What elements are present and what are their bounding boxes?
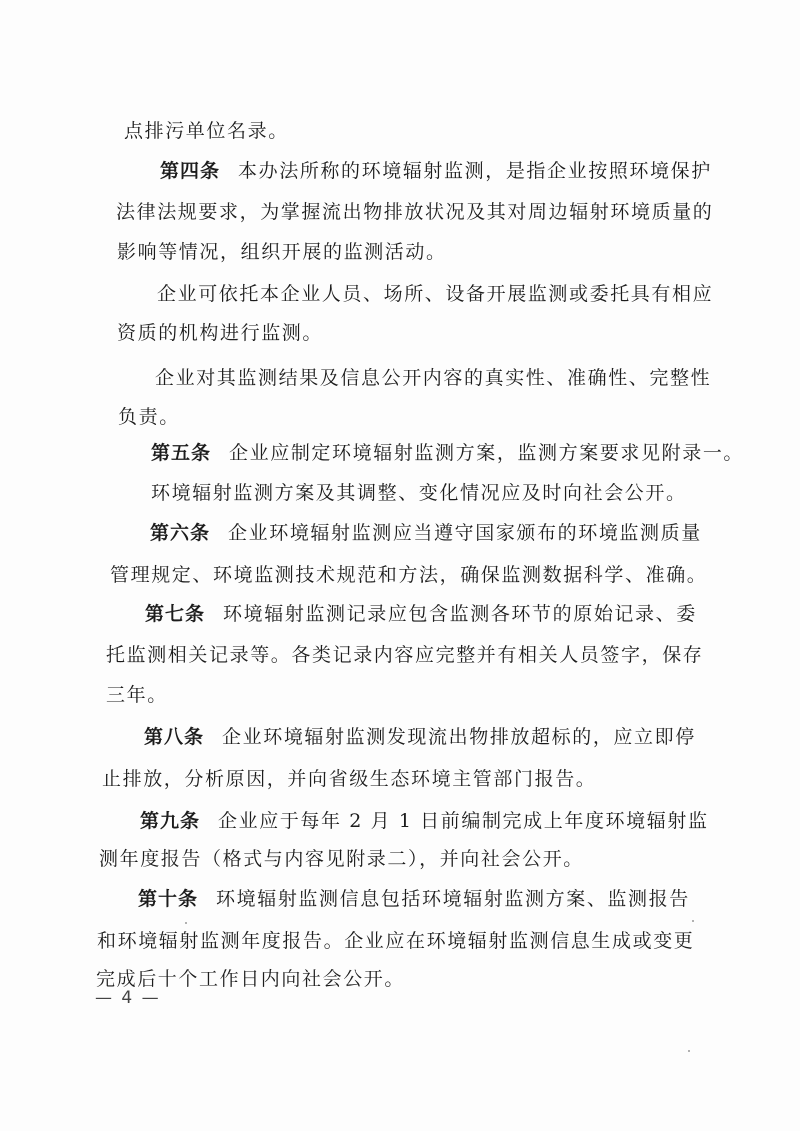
article-heading: 第七条 — [145, 603, 206, 625]
text-line — [116, 199, 713, 225]
text-line — [118, 404, 180, 430]
article-heading: 第五条 — [151, 442, 212, 464]
article-line — [140, 808, 709, 834]
text-line — [106, 642, 703, 668]
article-heading: 第九条 — [140, 810, 201, 832]
article-heading: 第十条 — [138, 888, 199, 910]
article-line — [160, 158, 712, 184]
text-line — [99, 846, 584, 872]
scan-speck — [688, 1050, 690, 1052]
line-text: 点排污单位名录。 — [124, 120, 289, 142]
article-heading: 第六条 — [150, 522, 211, 544]
line-text: 企业应制定环境辐射监测方案，监测方案要求见附录一。 — [229, 442, 745, 464]
line-text: 环境辐射监测记录应包含监测各环节的原始记录、委 — [223, 603, 697, 625]
text-line — [97, 928, 694, 954]
line-text: 企业环境辐射监测发现流出物排放超标的，应立即停 — [222, 726, 696, 748]
line-text: 测年度报告（格式与内容见附录二），并向社会公开。 — [99, 848, 584, 870]
article-line — [144, 724, 696, 750]
article-line — [145, 601, 697, 627]
page-number: — 4 — — [95, 988, 161, 1008]
line-text: 企业对其监测结果及信息公开内容的真实性、准确性、完整性 — [155, 367, 712, 389]
article-line — [138, 886, 690, 912]
line-text: 企业环境辐射监测应当遵守国家颁布的环境监测质量 — [228, 522, 702, 544]
line-text: 本办法所称的环境辐射监测，是指企业按照环境保护 — [238, 160, 712, 182]
line-text: 止排放，分析原因，并向省级生态环境主管部门报告。 — [102, 768, 597, 790]
line-text: 影响等情况，组织开展的监测活动。 — [117, 241, 447, 263]
text-line — [102, 766, 596, 792]
text-line — [155, 365, 711, 391]
line-text: 资质的机构进行监测。 — [117, 322, 324, 344]
line-text: 企业可依托本企业人员、场所、设备开展监测或委托具有相应 — [157, 283, 714, 305]
line-text: 环境辐射监测方案及其调整、变化情况应及时向社会公开。 — [151, 482, 687, 504]
text-line — [117, 239, 447, 265]
article-line — [150, 520, 702, 546]
article-heading: 第八条 — [144, 726, 205, 748]
line-text: 环境辐射监测信息包括环境辐射监测方案、监测报告 — [216, 888, 690, 910]
text-line — [157, 281, 713, 307]
text-line — [110, 562, 707, 588]
line-text: 和环境辐射监测年度报告。企业应在环境辐射监测信息生成或变更 — [97, 930, 695, 952]
scan-speck — [692, 920, 694, 922]
line-text: 完成后十个工作日内向社会公开。 — [96, 968, 406, 990]
text-line — [106, 682, 168, 708]
line-text: 托监测相关记录等。各类记录内容应完整并有相关人员签字，保存 — [106, 644, 704, 666]
article-heading: 第四条 — [160, 160, 221, 182]
text-line — [151, 480, 687, 506]
line-text: 三年。 — [106, 684, 168, 706]
line-text: 法律法规要求，为掌握流出物排放状况及其对周边辐射环境质量的 — [116, 201, 714, 223]
line-text: 企业应于每年 2 月 1 日前编制完成上年度环境辐射监 — [218, 810, 709, 832]
line-text: 管理规定、环境监测技术规范和方法，确保监测数据科学、准确。 — [110, 564, 708, 586]
text-line — [117, 320, 323, 346]
article-line — [151, 440, 744, 466]
scan-speck — [185, 922, 187, 924]
line-text: 负责。 — [118, 406, 180, 428]
text-line — [124, 118, 289, 144]
